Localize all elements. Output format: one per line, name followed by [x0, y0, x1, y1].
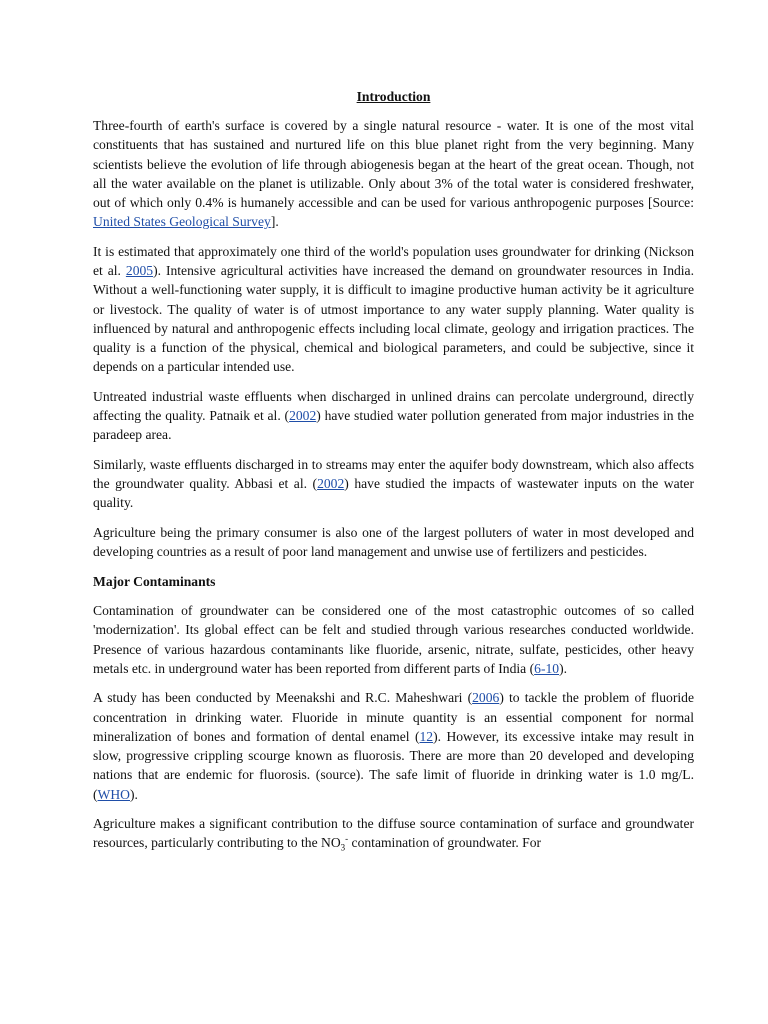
link-usgs[interactable]: United States Geological Survey — [93, 214, 271, 230]
link-refs-6-10[interactable]: 6-10 — [534, 660, 560, 676]
link-meenakshi-2006[interactable]: 2006 — [472, 690, 500, 706]
document-page — [93, 84, 694, 863]
paragraph-groundwater: It is estimated that approximately one third of the world's population uses groundwater for drinking (Nickson et al. 2005). Intensive agricultural activities have increased the demand on groundwater resources in India. Without a well-functioning water supply, it is difficult to imagine productive human activity be it agriculture or livestock. The quality of water is of utmost importance to any water supply planning. Water quality is influenced by natural and anthropogenic effects including local climate, geology and irrigation practices. The quality is a function of the physical, chemical and biological parameters, and could be subjective, since it depends on a particular intended use. — [93, 243, 694, 375]
superscript-minus: - — [345, 833, 349, 844]
paragraph-streams: Similarly, waste effluents discharged in to streams may enter the aquifer body downstream, which also affects the groundwater quality. Abbasi et al. (2002) have studied the impacts of wastewater inputs on the water quality. — [93, 456, 694, 511]
section-title-introduction: Introduction — [356, 89, 431, 104]
paragraph-industrial-waste: Untreated industrial waste effluents when discharged in unlined drains can percolate underground, directly affecting the quality. Patnaik et al. (2002) have studied water pollution generated from major industries in the paradeep area. — [93, 388, 694, 443]
paragraph-intro: Three-fourth of earth's surface is covered by a single natural resource - water. It is one of the most vital constituents that has sustained and nurtured life on this blue planet right from the very beginning. Many scientists believe the evolution of life through abiogenesis began at the heart of the great ocean. Though, not all the water available on the planet is utilizable. Only about 3% of the total water is considered freshwater, out of which only 0.4% is humanely accessible and can be used for various anthropogenic purposes [Source: United States Geological Survey]. — [93, 118, 694, 230]
link-patnaik-2002[interactable]: 2002 — [289, 408, 317, 424]
link-nickson-2005[interactable]: 2005 — [125, 263, 154, 279]
paragraph-nitrate: Agriculture makes a significant contribution to the diffuse source contamination of surface and groundwater resources, particularly contributing to the $NO_3^-$ contamination of groundwater. For — [93, 816, 694, 854]
paragraph-fluoride: A study has been conducted by Meenakshi and R.C. Maheshwari (2006) to tackle the problem of fluoride concentration in drinking water. Fluoride in minute quantity is an essential component for normal mineralization of bones and formation of dental enamel (12). However, its excessive intake may result in slow, progressive crippling scourge known as fluorosis. There are more than 20 developed and developing nations that are endemic for fluorosis. (source). The safe limit of fluoride in drinking water is 1.0 mg/L. (WHO). — [93, 690, 694, 802]
paragraph-agriculture: Agriculture being the primary consumer is also one of the largest polluters of water in most developed and developing countries as a result of poor land management and unwise use of fertilizers and pesticides. — [93, 525, 694, 560]
link-who[interactable]: WHO — [97, 786, 130, 802]
paragraph-contamination: Contamination of groundwater can be considered one of the most catastrophic outcomes of so called 'modernization'. Its global effect can be felt and studied through various researches conducted worldwide. Presence of various hazardous contaminants like fluoride, arsenic, nitrate, sulfate, pesticides, other heavy metals etc. in underground water has been reported from different parts of India (6-10). — [93, 603, 694, 676]
link-ref-12[interactable]: 12 — [419, 728, 434, 744]
subscript-3: 3 — [340, 843, 346, 854]
section-title-major-contaminants: Major Contaminants — [93, 573, 216, 589]
link-abbasi-2002[interactable]: 2002 — [317, 476, 345, 492]
